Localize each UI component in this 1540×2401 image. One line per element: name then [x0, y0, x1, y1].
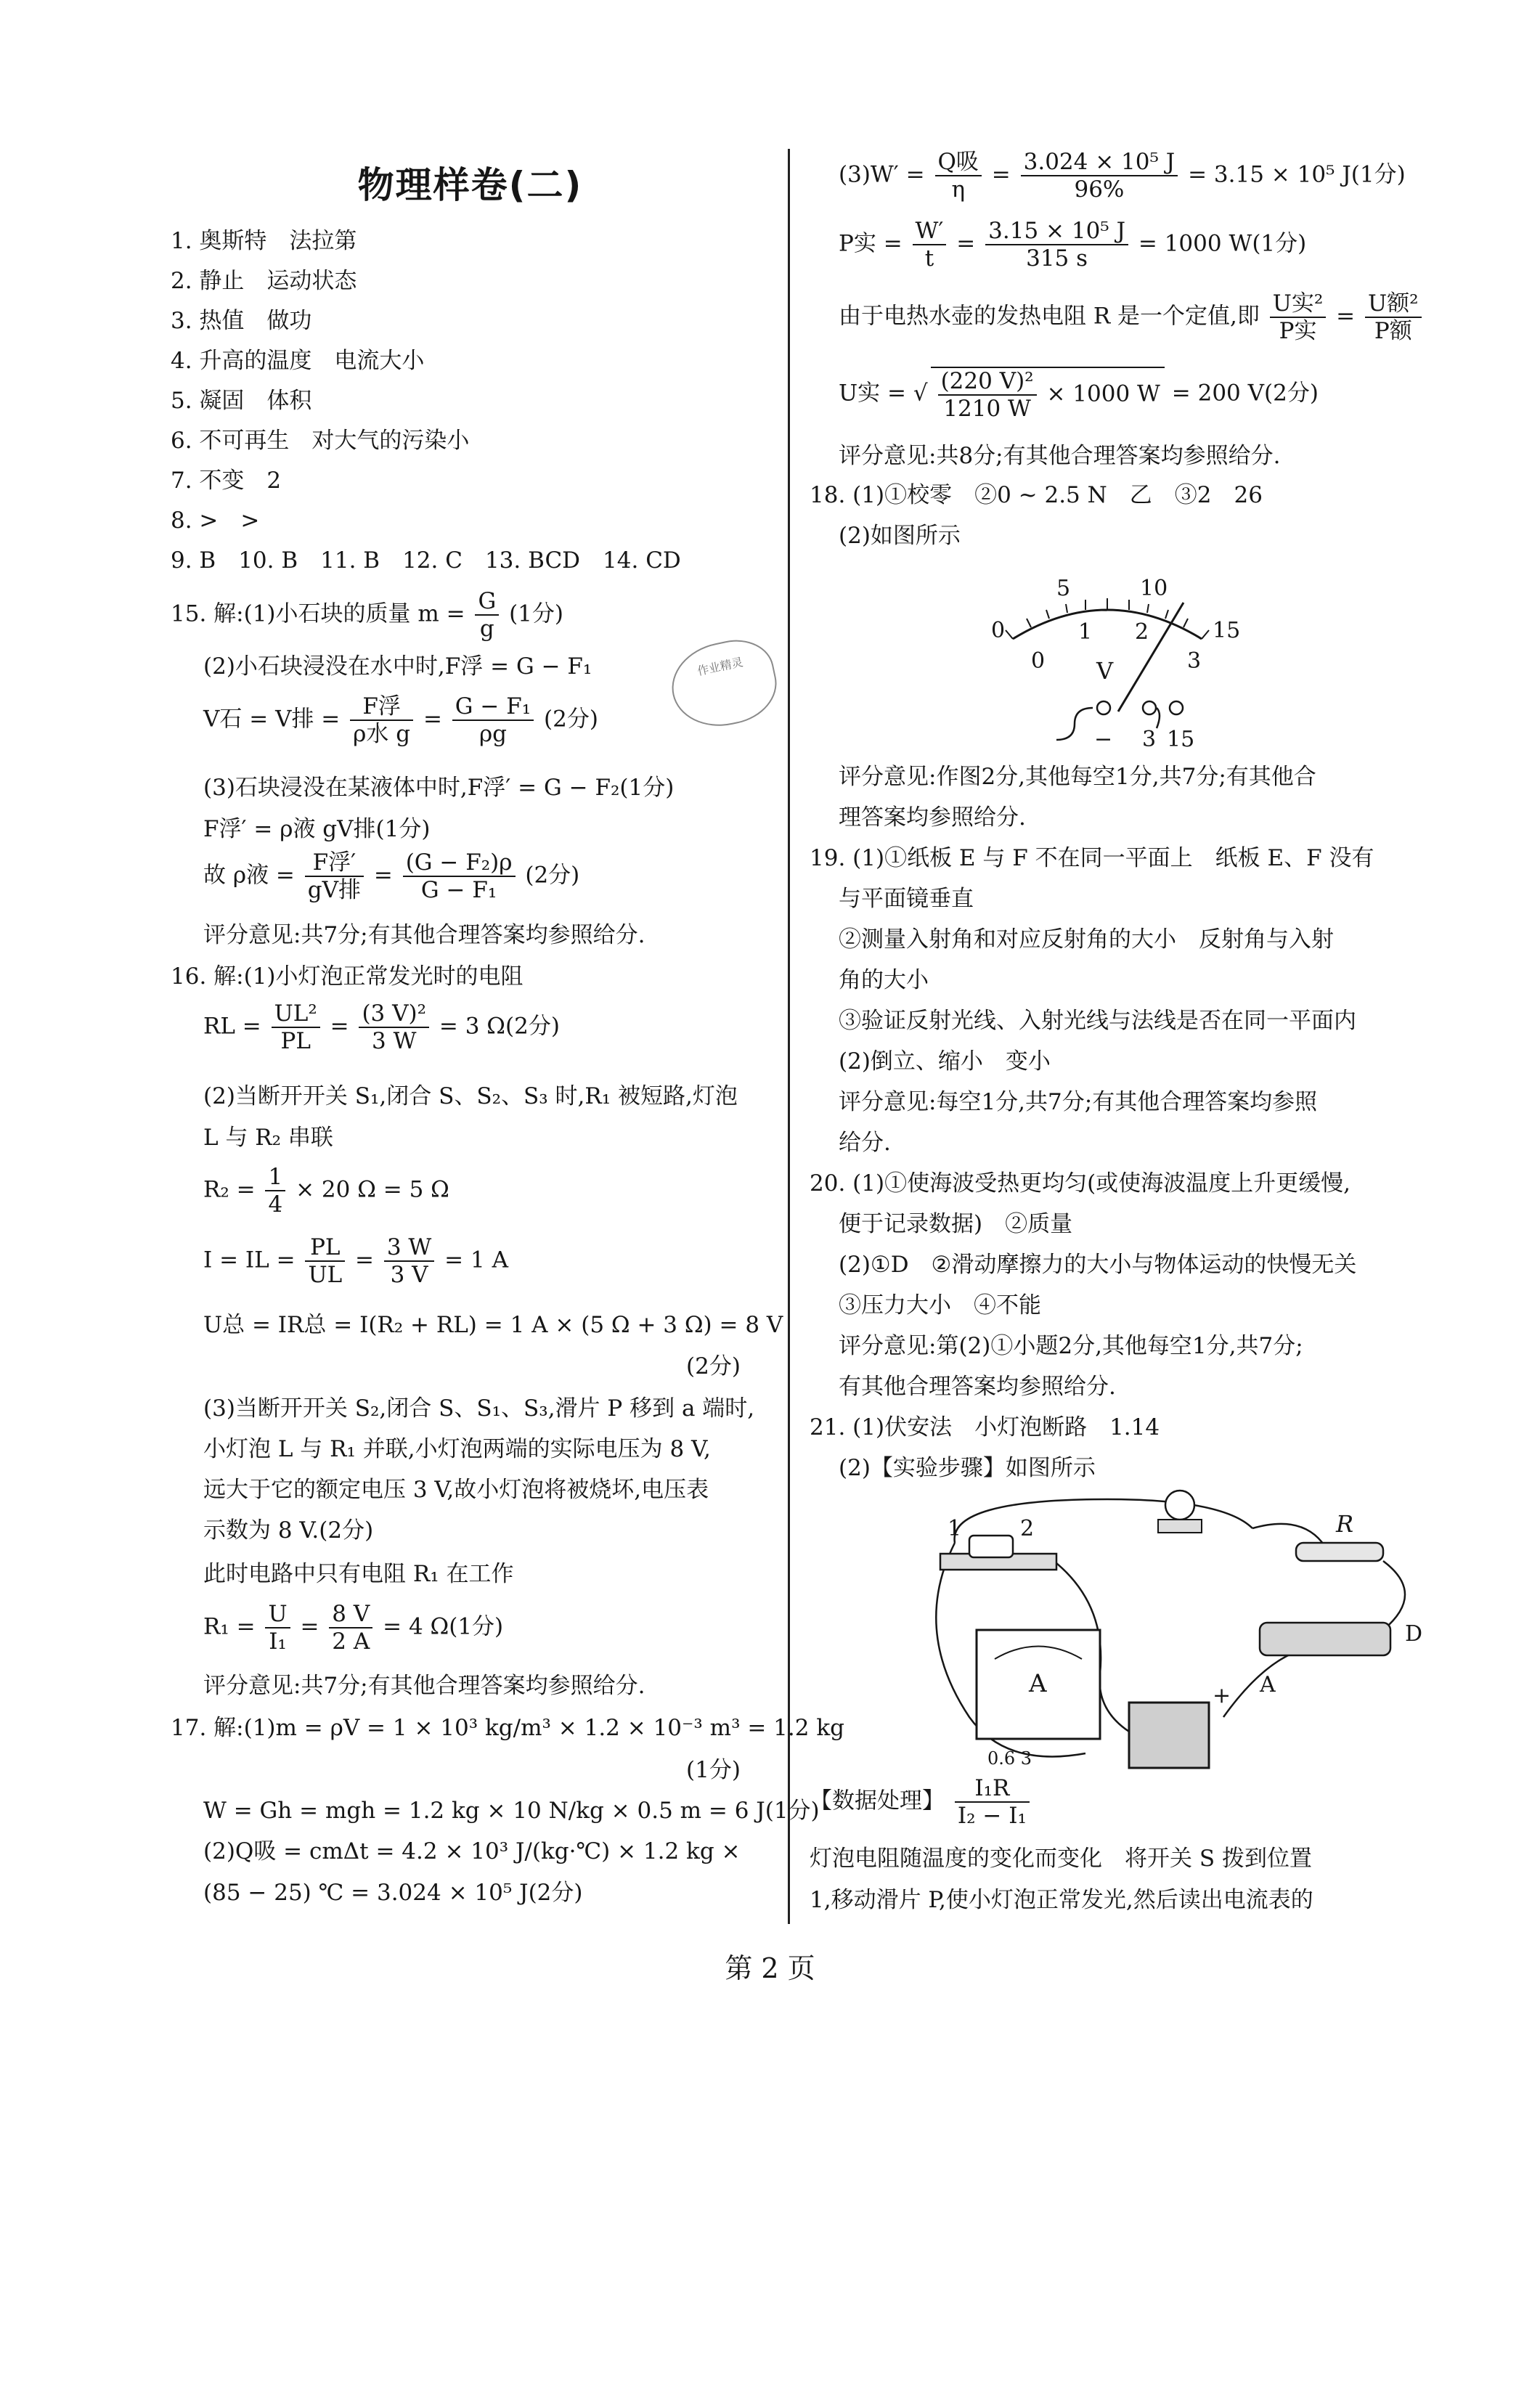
- q18-line-1: 18. (1)①校零 ②0 ~ 2.5 N 乙 ③2 26: [810, 482, 1263, 508]
- answer-7: 7. 不变 2: [171, 468, 282, 494]
- q16-line-1: 16. 解:(1)小灯泡正常发光时的电阻: [171, 963, 523, 990]
- resistor-r: [1296, 1543, 1383, 1561]
- q19-line-6: (2)倒立、缩小 变小: [839, 1048, 1051, 1075]
- q15-line-2: (2)小石块浸没在水中时,F浮 = G − F₁: [203, 653, 592, 680]
- ammeter-scale-label: 0.6 3: [987, 1748, 1032, 1769]
- wire-right: [1157, 708, 1160, 728]
- q17-line-9: U实 = √ $\frac{\text{(220 V)²}}{1210 W}$ × 1000 W = 200 V(2分): [839, 368, 1319, 422]
- page-number: 第 2 页: [725, 1952, 815, 1984]
- q17-line-3: W = Gh = mgh = 1.2 kg × 10 N/kg × 0.5 m = 6 J(1分): [203, 1798, 820, 1824]
- meter-label-v: V: [1096, 657, 1114, 685]
- answer-8: 8. > >: [171, 507, 260, 534]
- watermark-stamp: 作业精灵: [664, 632, 784, 735]
- q21-line-4: 灯泡电阻随温度的变化而变化 将开关 S 拨到位置: [810, 1846, 1312, 1872]
- terminal-3: [1143, 701, 1156, 714]
- q20-line-1: 20. (1)①使海波受热更均匀(或使海波温度上升更缓慢,: [810, 1170, 1351, 1197]
- q17-line-1: 17. 解:(1)m = ρV = 1 × 10³ kg/m³ × 1.2 × 10⁻³ m³ = 1.2 kg: [171, 1715, 844, 1741]
- q16-line-10: 小灯泡 L 与 R₁ 并联,小灯泡两端的实际电压为 8 V,: [203, 1436, 711, 1462]
- answer-6: 6. 不可再生 对大气的污染小: [171, 428, 470, 454]
- q17-line-7: P实 = $\frac{W'}{t}$ = $\frac{\text{3.15 × 10⁵ J}}{315 s}$ = 1000 W(1分): [839, 218, 1307, 272]
- q15-line-4: (3)石块浸没在某液体中时,F浮′ = G − F₂(1分): [203, 775, 675, 801]
- terminal-label-minus: −: [1094, 727, 1113, 752]
- fraction: $\frac{G}{g}$: [475, 588, 499, 642]
- q16-line-12: 示数为 8 V.(2分): [203, 1517, 374, 1544]
- q19-scoring-1: 评分意见:每空1分,共7分;有其他合理答案均参照: [839, 1089, 1318, 1115]
- battery-icon: [1129, 1703, 1209, 1768]
- q20-line-2: 便于记录数据) ②质量: [839, 1211, 1073, 1237]
- q16-line-11: 远大于它的额定电压 3 V,故小灯泡将被烧坏,电压表: [203, 1477, 709, 1503]
- answer-1: 1. 奥斯特 法拉第: [171, 228, 357, 254]
- q16-scoring: 评分意见:共7分;有其他合理答案均参照给分.: [203, 1673, 645, 1699]
- q21-line-1: 21. (1)伏安法 小灯泡断路 1.14: [810, 1414, 1160, 1440]
- terminal-minus: [1097, 701, 1110, 714]
- wire-right: [1383, 1561, 1405, 1630]
- answer-9-14: 9. B 10. B 11. B 12. C 13. BCD 14. CD: [171, 547, 681, 574]
- tick-top-15: 15: [1213, 618, 1241, 643]
- switch-label-1: 1: [948, 1516, 962, 1541]
- q16-line-5: R₂ = $\frac{1}{4}$ × 20 Ω = 5 Ω: [203, 1164, 449, 1218]
- resistor-label: R: [1336, 1510, 1354, 1538]
- q15-line-3: V石 = V排 = $\frac{\text{F浮}}{\text{ρ水 g}}$ = $\frac{\text{G − F₁}}{\rho g}$ (2分): [203, 693, 598, 747]
- tick-bottom-1: 1: [1078, 619, 1093, 645]
- answer-4: 4. 升高的温度 电流大小: [171, 348, 425, 374]
- q17-line-6: (3)W′ = $\frac{\text{Q吸}}{\eta}$ = $\frac{\text{3.024 × 10⁵ J}}{96\%}$ = 3.15 × 10⁵ J(1分): [839, 149, 1406, 203]
- circuit-diagram: [918, 1485, 1423, 1775]
- q17-line-2: (1分): [686, 1757, 741, 1783]
- q15-line-5: F浮′ = ρ液 gV排(1分): [203, 816, 431, 842]
- tick-bottom-3: 3: [1187, 648, 1202, 674]
- q21-data-processing: 【数据处理】 $\frac{\text{I₁R}}{\text{I₂ − I₁}}$: [810, 1775, 1032, 1829]
- terminal-label-3: 3: [1142, 727, 1157, 752]
- q16-line-14: R₁ = $\frac{U}{\text{I₁}}$ = $\frac{8 V}{2 A}$ = 4 Ω(1分): [203, 1601, 504, 1655]
- tick-bottom-0: 0: [1031, 648, 1046, 674]
- q17-line-5: (85 − 25) ℃ = 3.024 × 10⁵ J(2分): [203, 1880, 583, 1906]
- page-title: 物理样卷(二): [357, 164, 583, 206]
- meter-scale-arc: [1013, 610, 1202, 639]
- tick-top-0: 0: [991, 618, 1006, 643]
- q16-line-2: RL = $\frac{\text{UL²}}{PL}$ = $\frac{\text{(3 V)²}}{3 W}$ = 3 Ω(2分): [203, 1000, 560, 1054]
- q17-scoring: 评分意见:共8分;有其他合理答案均参照给分.: [839, 443, 1281, 469]
- q16-line-9: (3)当断开开关 S₂,闭合 S、S₁、S₃,滑片 P 移到 a 端时,: [203, 1395, 755, 1422]
- q17-line-4: (2)Q吸 = cmΔt = 4.2 × 10³ J/(kg·℃) × 1.2 kg ×: [203, 1838, 741, 1864]
- tick-top-10: 10: [1140, 576, 1168, 601]
- rheostat-label-d: D: [1405, 1621, 1423, 1647]
- q15-line-1: 15. 解:(1)小石块的质量 m = $\frac{G}{g}$ (1分): [171, 588, 563, 642]
- tick-bottom-2: 2: [1135, 619, 1149, 645]
- q16-line-7: U总 = IR总 = I(R₂ + RL) = 1 A × (5 Ω + 3 Ω) = 8 V: [203, 1312, 783, 1338]
- q15-scoring: 评分意见:共7分;有其他合理答案均参照给分.: [203, 922, 645, 948]
- q20-scoring-2: 有其他合理答案均参照给分.: [839, 1374, 1116, 1400]
- q19-line-2: 与平面镜垂直: [839, 886, 974, 912]
- voltmeter-diagram: [969, 552, 1347, 770]
- q18-scoring-1: 评分意见:作图2分,其他每空1分,共7分;有其他合: [839, 764, 1316, 790]
- battery-plus: +: [1213, 1683, 1231, 1708]
- meter-ticks: [1006, 598, 1209, 639]
- bulb-base: [1158, 1520, 1202, 1533]
- switch-label-2: 2: [1020, 1516, 1035, 1541]
- tick-top-5: 5: [1056, 576, 1071, 601]
- column-divider: [788, 149, 790, 1924]
- answer-2: 2. 静止 运动状态: [171, 268, 357, 294]
- q16-line-4: L 与 R₂ 串联: [203, 1125, 333, 1151]
- q16-line-6: I = IL = $\frac{PL}{UL}$ = $\frac{3 W}{3 V}$ = 1 A: [203, 1234, 508, 1288]
- q20-scoring-1: 评分意见:第(2)①小题2分,其他每空1分,共7分;: [839, 1333, 1303, 1359]
- rheostat-label-a: A: [1260, 1672, 1276, 1697]
- q21-line-2: (2)【实验步骤】如图所示: [839, 1455, 1096, 1481]
- q19-line-1: 19. (1)①纸板 E 与 F 不在同一平面上 纸板 E、F 没有: [810, 845, 1374, 871]
- q19-line-5: ③验证反射光线、入射光线与法线是否在同一平面内: [839, 1008, 1356, 1034]
- terminal-label-15: 15: [1167, 727, 1195, 752]
- q19-line-3: ②测量入射角和对应反射角的大小 反射角与入射: [839, 926, 1334, 953]
- q19-scoring-2: 给分.: [839, 1130, 891, 1156]
- meter-needle: [1118, 603, 1183, 712]
- q17-line-8: 由于电热水壶的发热电阻 R 是一个定值,即 $\frac{\text{U实²}}{\text{P实}}$ = $\frac{\text{U额²}}{\text{P额}}$: [839, 290, 1425, 344]
- answer-3: 3. 热值 做功: [171, 308, 312, 334]
- q18-scoring-2: 理答案均参照给分.: [839, 804, 1026, 831]
- q16-line-13: 此时电路中只有电阻 R₁ 在工作: [203, 1561, 514, 1587]
- bulb-icon: [1165, 1491, 1194, 1520]
- wire-left: [1056, 708, 1093, 740]
- switch-lever: [969, 1536, 1013, 1557]
- q18-line-2: (2)如图所示: [839, 523, 961, 549]
- q20-line-4: ③压力大小 ④不能: [839, 1292, 1041, 1318]
- answer-5: 5. 凝固 体积: [171, 388, 312, 414]
- q20-line-3: (2)①D ②滑动摩擦力的大小与物体运动的快慢无关: [839, 1252, 1357, 1278]
- q21-line-5: 1,移动滑片 P,使小灯泡正常发光,然后读出电流表的: [810, 1887, 1313, 1913]
- rheostat: [1260, 1623, 1390, 1655]
- q15-line-6: 故 ρ液 = $\frac{\text{F浮′}}{\text{gV排}}$ = $\frac{\text{(G − F₂)ρ}}{\text{G − F₁}}$ (2分): [203, 849, 580, 903]
- q19-line-4: 角的大小: [839, 967, 929, 993]
- ammeter-label: A: [1029, 1669, 1047, 1698]
- q16-line-3: (2)当断开开关 S₁,闭合 S、S₂、S₃ 时,R₁ 被短路,灯泡: [203, 1083, 738, 1109]
- terminal-15: [1170, 701, 1183, 714]
- q16-line-8: (2分): [686, 1353, 741, 1379]
